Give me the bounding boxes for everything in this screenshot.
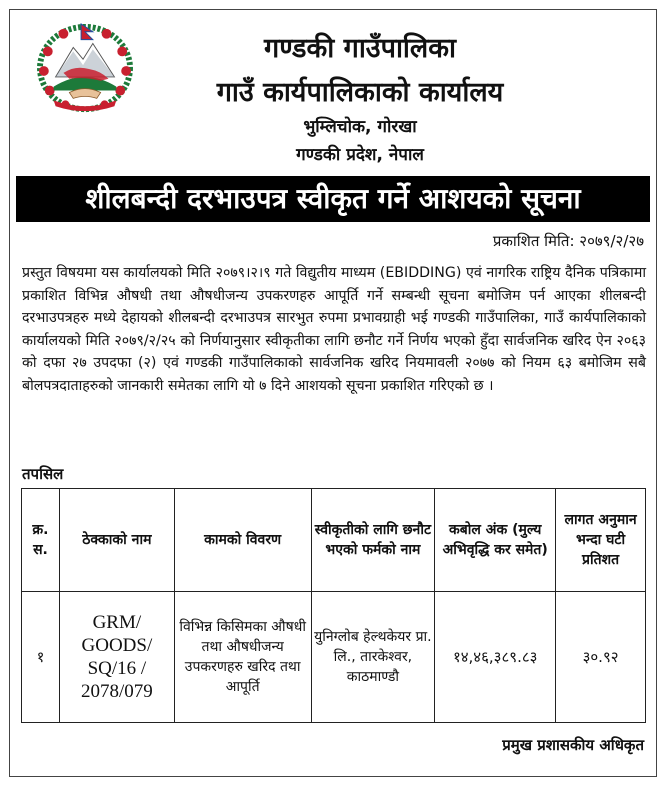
- header-amount: कबोल अंक (मुल्य अभिवृद्धि कर समेत): [435, 489, 556, 592]
- bid-table: [21, 488, 646, 723]
- header-sn: क्र. स.: [22, 489, 60, 592]
- notice-body: प्रस्तुत विषयमा यस कार्यालयको मिति २०७९।२।९ गते विद्युतीय माध्यम (EBIDDING) एवं नागरिक राष्ट्रिय दैनिक पत्रिकामा प्रकाशित विभिन्न औषधी तथा औषधीजन्य उपकरणहरु आपूर्ति गर्ने सम्बन्धी सूचना बमोजिम पर्न आएका शीलबन्दी दरभाउपत्रहरु मध्ये देहायको शीलबन्दी दरभाउपत्र सारभुत रुपमा प्रभावग्राही भई गण्डकी गाउँपालिका, गाउँ कार्यपालिकाको कार्यालयको मिति २०७९/२/२५ को निर्णयानुसार स्वीकृतीका लागि छनौट गर्ने निर्णय भएको हुँदा सार्वजनिक खरिद ऐन २०६३ को दफा २७ उपदफा (२) एवं गण्डकी गाउँपालिकाको सार्वजनिक खरिद नियमावली २०७७ को नियम ६३ बमोजिम सबै बोलपत्रदाताहरुको जानकारी समेतका लागि यो ७ दिने आशयको सूचना प्रकाशित गरिएको छ ।: [22, 265, 646, 394]
- nepal-emblem-icon: [36, 22, 134, 116]
- header-firm: स्वीकृतीको लागि छनौट भएको फर्मको नाम: [311, 489, 435, 592]
- header-work: कामको विवरण: [174, 489, 311, 592]
- cell-sn: १: [22, 592, 60, 723]
- header-contract: ठेक्काको नाम: [59, 489, 174, 592]
- header-percent: लागत अनुमान भन्दा घटी प्रतिशत: [556, 489, 646, 592]
- office-location: भुम्लिचोक, गोरखा: [303, 117, 417, 137]
- published-date: प्रकाशित मिति: २०७९/२/२७: [492, 232, 644, 250]
- table-row: [22, 592, 646, 723]
- table-header-row: [22, 489, 646, 592]
- office-title: गाउँ कार्यपालिकाको कार्यालय: [216, 77, 504, 108]
- cell-firm: युनिग्लोब हेल्थकेयर प्रा. लि., तारकेश्वर, काठमाण्डौ: [311, 592, 435, 723]
- cell-amount: १४,४६,३८९.८३: [435, 592, 556, 723]
- office-name: गण्डकी गाउँपालिका: [264, 33, 456, 64]
- signatory: प्रमुख प्रशासकीय अधिकृत: [502, 736, 644, 754]
- cell-work: विभिन्न किसिमका औषधी तथा औषधीजन्य उपकरणहरु खरिद तथा आपूर्ति: [174, 592, 311, 723]
- notice-title: शीलबन्दी दरभाउपत्र स्वीकृत गर्ने आशयको सूचना: [16, 176, 650, 222]
- cell-percent: ३०.९२: [556, 592, 646, 723]
- cell-contract: GRM/ GOODS/ SQ/16 / 2078/079: [59, 592, 174, 723]
- office-province: गण्डकी प्रदेश, नेपाल: [296, 145, 424, 165]
- details-label: तपसिल: [22, 465, 64, 483]
